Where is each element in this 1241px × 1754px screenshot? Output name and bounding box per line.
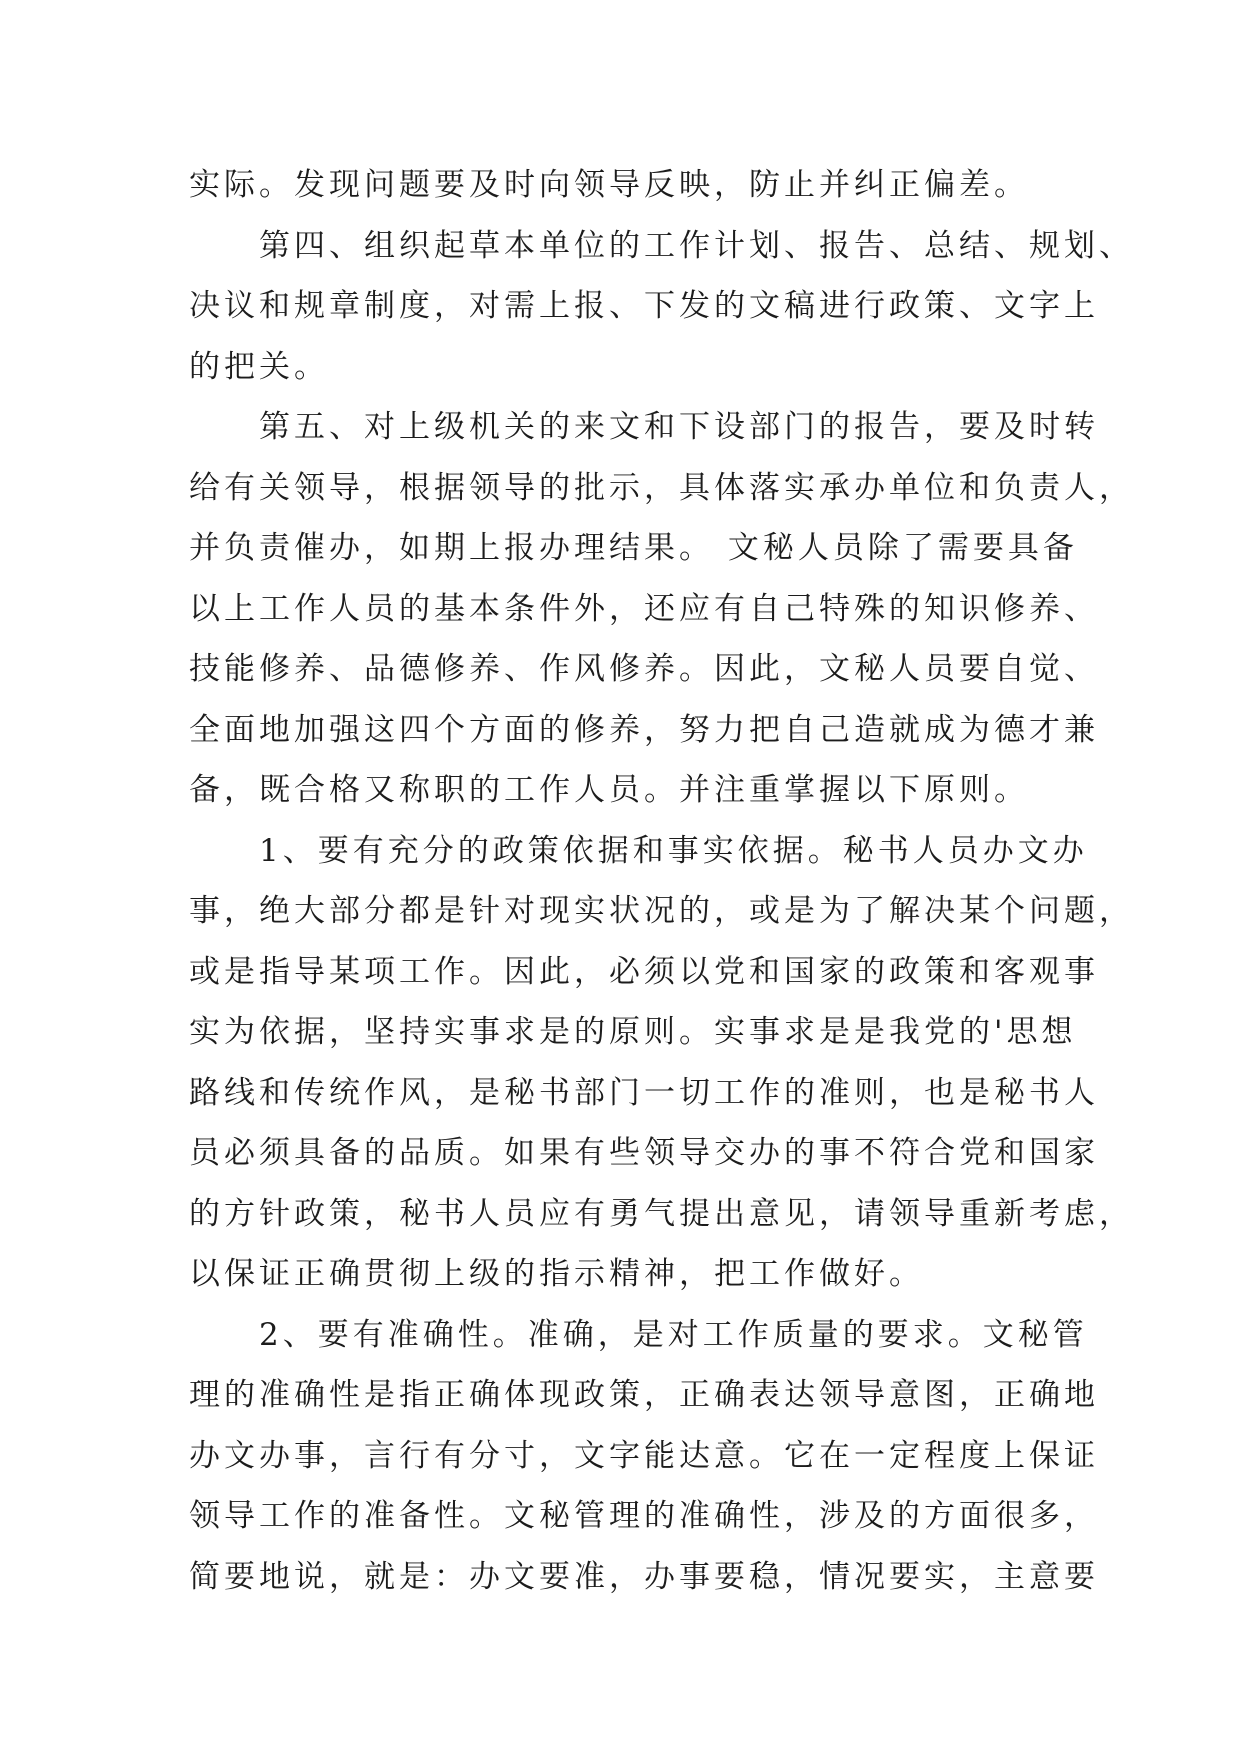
text-line: 领导工作的准备性。文秘管理的准确性，涉及的方面很多， bbox=[189, 1498, 1099, 1534]
text-line: 以上工作人员的基本条件外，还应有自己特殊的知识修养、 bbox=[189, 590, 1099, 627]
text-line: 1、要有充分的政策依据和事实依据。秘书人员办文办 bbox=[259, 832, 1088, 869]
document-body bbox=[189, 155, 1134, 1607]
text-line: 的方针政策，秘书人员应有勇气提出意见，请领导重新考虑， bbox=[189, 1195, 1134, 1232]
text-line: 技能修养、品德修养、作风修养。因此，文秘人员要自觉、 bbox=[189, 651, 1099, 687]
text-line: 简要地说，就是：办文要准，办事要稳，情况要实，主意要 bbox=[189, 1558, 1099, 1595]
text-line: 的把关。 bbox=[189, 348, 329, 385]
text-line: 并负责催办，如期上报办理结果。 文秘人员除了需要具备 bbox=[189, 530, 1078, 566]
text-line: 第四、组织起草本单位的工作计划、报告、总结、规划、 bbox=[259, 227, 1134, 264]
text-line: 路线和传统作风，是秘书部门一切工作的准则，也是秘书人 bbox=[189, 1074, 1099, 1111]
text-line: 员必须具备的品质。如果有些领导交办的事不符合党和国家 bbox=[189, 1135, 1099, 1171]
text-line: 以保证正确贯彻上级的指示精神，把工作做好。 bbox=[189, 1256, 924, 1292]
text-line: 决议和规章制度，对需上报、下发的文稿进行政策、文字上 bbox=[189, 288, 1099, 324]
text-line: 给有关领导，根据领导的批示，具体落实承办单位和负责人， bbox=[189, 469, 1134, 506]
text-line: 实为依据，坚持实事求是的原则。实事求是是我党的'思想 bbox=[189, 1014, 1077, 1050]
text-line: 事，绝大部分都是针对现实状况的，或是为了解决某个问题， bbox=[189, 893, 1134, 929]
text-line: 2、要有准确性。准确，是对工作质量的要求。文秘管 bbox=[259, 1316, 1088, 1353]
text-line: 或是指导某项工作。因此，必须以党和国家的政策和客观事 bbox=[189, 953, 1099, 990]
text-line: 备，既合格又称职的工作人员。并注重掌握以下原则。 bbox=[189, 772, 1029, 808]
text-line: 实际。发现问题要及时向领导反映，防止并纠正偏差。 bbox=[189, 167, 1029, 203]
text-line: 办文办事，言行有分寸，文字能达意。它在一定程度上保证 bbox=[189, 1437, 1099, 1474]
text-line: 全面地加强这四个方面的修养，努力把自己造就成为德才兼 bbox=[189, 711, 1099, 748]
text-line: 理的准确性是指正确体现政策，正确表达领导意图，正确地 bbox=[189, 1377, 1099, 1413]
text-line: 第五、对上级机关的来文和下设部门的报告，要及时转 bbox=[259, 409, 1099, 445]
